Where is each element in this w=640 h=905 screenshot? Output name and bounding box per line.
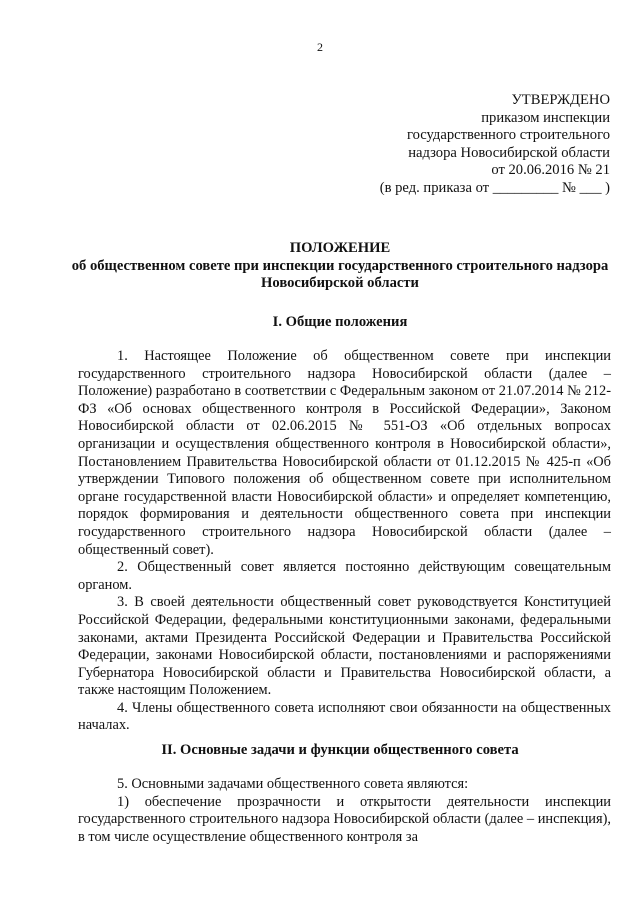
approval-line: УТВЕРЖДЕНО	[511, 92, 610, 108]
section-heading-general: I. Общие положения	[272, 314, 408, 330]
approval-line: от 20.06.2016 № 21	[491, 162, 610, 178]
paragraph: 5. Основными задачами общественного совета являются:	[117, 776, 469, 792]
section-general-body	[78, 348, 611, 735]
paragraph: 2. Общественный совет является постоянно действующим совещательным органом.	[78, 559, 611, 593]
page-number: 2	[317, 40, 323, 54]
section-heading-tasks: II. Основные задачи и функции общественного совета	[161, 742, 519, 758]
approval-block	[380, 92, 610, 197]
paragraph: 3. В своей деятельности общественный совет руководствуется Конституцией Российской Федерации, федеральными конституционными законами, федеральными законами, актами Президента Российской Федерации и Правительства Российской Федерации, законами Новосибирской области, постановлениями и распоряжениями Губернатора Новосибирской области и Правительства Новосибирской области, а также настоящим Положением.	[78, 594, 611, 699]
document-title	[70, 240, 610, 293]
approval-line: надзора Новосибирской области	[408, 144, 610, 161]
approval-line: приказом инспекции	[481, 109, 610, 126]
paragraph: 1. Настоящее Положение об общественном совете при инспекции государственного строительного надзора Новосибирской области (далее – Положение) разработано в соответствии с Федеральным законом от 21.07.2014 № 212-ФЗ «Об основах общественного контроля в Российской Федерации», Законом Новосибирской области от 02.06.2015 № 551-ОЗ «Об отдельных вопросах организации и осуществления общественного контроля в Новосибирской области», Постановлением Правительства Новосибирской области от 01.12.2015 № 425-п «Об утверждении Типового положения об общественном совете при исполнительном органе государственной власти Новосибирской области» и определяет компетенцию, порядок формирования и деятельности общественного совета при инспекции государственного строительного надзора Новосибирской области (далее – общественный совет).	[78, 348, 611, 558]
approval-line: (в ред. приказа от _________ № ___ )	[379, 179, 610, 196]
title-main: ПОЛОЖЕНИЕ	[289, 240, 391, 256]
paragraph: 4. Члены общественного совета исполняют свои обязанности на общественных началах.	[78, 699, 611, 734]
title-subtitle: об общественном совете при инспекции государственного строительного надзора Новосибирской области	[71, 257, 609, 291]
approval-line: государственного строительного	[406, 127, 610, 143]
section-tasks-body	[78, 776, 611, 846]
paragraph: 1) обеспечение прозрачности и открытости деятельности инспекции государственного строительного надзора Новосибирской области (далее – инспекция), в том числе осуществление общественного контроля за	[78, 793, 611, 845]
